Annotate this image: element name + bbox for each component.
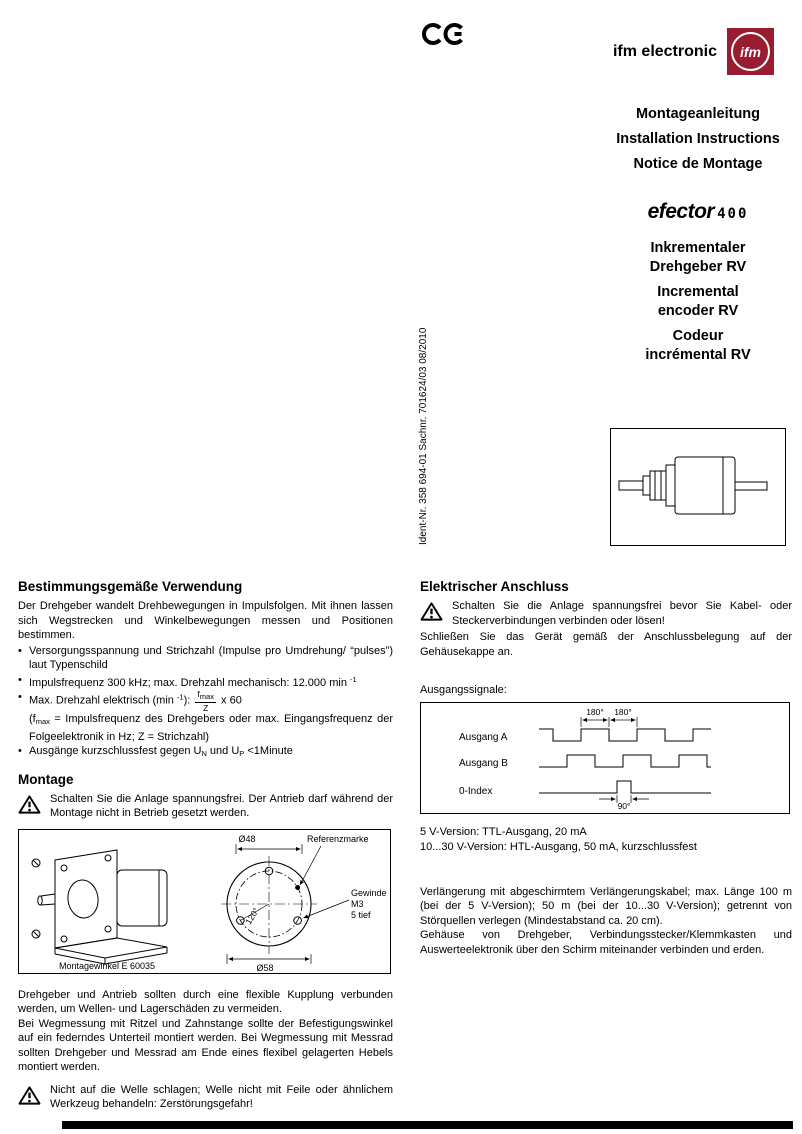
montage-warning-text: Schalten Sie die Anlage spannungsfrei. Der Antrieb darf während der Montage nicht in Betrieb gesetzt werden.	[50, 792, 393, 819]
right-column	[420, 579, 792, 957]
output-signals-label: Ausgangssignale:	[420, 684, 507, 696]
figure-label-dia58: Ø58	[256, 962, 274, 973]
diagram-label-180deg-1: 180°	[586, 706, 604, 717]
montage-warning	[18, 792, 393, 821]
figure-label-gewinde: Gewinde	[351, 887, 387, 898]
mounting-figure	[19, 830, 390, 973]
shaft-warning-text: Nicht auf die Welle schlagen; Welle nicht mit Feile oder ähnlichem Werkzeug behandeln: Zerstörungsgefahr!	[50, 1083, 393, 1110]
bullet-outputs-text2: und U	[209, 745, 240, 757]
bullet-outputs	[18, 744, 393, 762]
electrical-heading: Elektrischer Anschluss	[420, 579, 569, 594]
usage-bullets	[18, 644, 393, 762]
efector-logo	[622, 200, 774, 224]
ce-mark-icon	[422, 20, 466, 48]
fraction-num-base: f	[197, 689, 200, 699]
figure-label-dia48: Ø48	[238, 833, 256, 844]
superscript: -1	[176, 692, 184, 702]
subscript-p: P	[239, 749, 245, 758]
product-name-fr	[600, 327, 796, 365]
product-name-en-line2: encoder RV	[657, 303, 739, 319]
bullet-outputs-text1: Ausgänge kurzschlussfest gegen U	[29, 745, 202, 757]
fraction-denominator: Z	[203, 702, 209, 713]
bullet-supply-voltage	[18, 644, 393, 673]
diagram-label-90deg: 90°	[617, 800, 631, 811]
doc-title-fr: Notice de Montage	[633, 156, 763, 172]
diagram-label-output-b: Ausgang B	[459, 757, 508, 769]
warning-icon	[18, 1085, 41, 1106]
montage-heading: Montage	[18, 771, 74, 787]
fraction-numerator	[195, 690, 216, 703]
bullet-outputs-text3: <1Minute	[247, 745, 293, 757]
product-name-de	[600, 239, 796, 277]
usage-heading: Bestimmungsgemäße Verwendung	[18, 579, 243, 594]
document-titles	[600, 106, 796, 181]
timing-diagram-frame	[420, 702, 790, 814]
note-sub: max	[35, 717, 50, 726]
timing-diagram	[421, 703, 789, 813]
fraction	[195, 690, 216, 712]
subscript-n: N	[201, 749, 207, 758]
figure-label-5tief: 5 tief	[351, 909, 371, 920]
bottom-bar	[62, 1121, 793, 1129]
diagram-label-output-a: Ausgang A	[459, 731, 508, 743]
encoder-drawing	[611, 429, 785, 545]
left-column	[18, 579, 393, 1112]
usage-intro: Der Drehgeber wandelt Drehbewegungen in Impulsfolgen. Mit ihnen lassen sich Wegstrecken und Winkelbewegungen messen und Positionen bestimmen.	[18, 600, 393, 641]
product-name-en-line1: Incremental	[657, 284, 739, 300]
fraction-num-sub: max	[199, 692, 214, 701]
diagram-label-zero-index: 0-Index	[459, 785, 493, 797]
brand-name: ifm electronic	[612, 42, 717, 60]
grounding-paragraph: Gehäuse von Drehgeber, Verbindungsstecker/Klemmkasten und Auswerteelektronik über den Schirm miteinander verbinden und erden.	[420, 929, 792, 956]
product-name-fr-line1: Codeur	[672, 328, 724, 344]
product-name-de-line1: Inkrementaler	[650, 240, 746, 256]
figure-caption: Montagewinkel E 60035	[59, 960, 156, 971]
version-5v: 5 V-Version: TTL-Ausgang, 20 mA	[420, 825, 587, 838]
version-10-30v: 10...30 V-Version: HTL-Ausgang, 50 mA, kurzschlussfest	[420, 840, 697, 853]
efector-logo-text: efector	[647, 200, 715, 223]
bullet-pulse-frequency-text: Impulsfrequenz 300 kHz; max. Drehzahl mechanisch: 12.000 min	[29, 676, 347, 689]
product-name-fr-line2: incrémental RV	[645, 347, 751, 363]
bullet-pulse-frequency	[18, 673, 393, 691]
shaft-warning	[18, 1083, 393, 1112]
ifm-logo	[727, 28, 774, 75]
diagram-label-180deg-2: 180°	[614, 706, 632, 717]
extension-paragraph: Verlängerung mit abgeschirmtem Verlängerungskabel; max. Länge 100 m (bei der 5 V-Version); 50 m (bei der 10...30 V-Version); getrennt von Störquellen verlegen (Mindestabstand ca. 20 cm).	[420, 885, 792, 927]
figure-label-120deg: 120°	[243, 905, 262, 926]
connection-paragraph: Schließen Sie das Gerät gemäß der Anschlussbelegung auf der Gehäusekappe an.	[420, 631, 792, 658]
electrical-warning	[420, 599, 792, 628]
ident-number-vertical: Ident-Nr. 358 694-01 Sachnr. 701624/03 08/2010	[418, 327, 429, 545]
brand-header	[613, 28, 774, 75]
coupling-paragraph: Drehgeber und Antrieb sollten durch eine flexible Kupplung verbunden werden, um Wellen- und Lagerschäden zu vermeiden.	[18, 988, 393, 1015]
warning-icon	[18, 794, 41, 815]
mounting-figure-frame	[18, 829, 391, 974]
product-name-en	[600, 283, 796, 321]
bullet-max-speed-text1: Max. Drehzahl elektrisch (min	[29, 694, 174, 707]
figure-label-referenzmarke: Referenzmarke	[307, 833, 369, 844]
bullet-max-speed	[18, 690, 393, 744]
bullet-max-speed-text2: ):	[183, 694, 191, 707]
measurement-paragraph: Bei Wegmessung mit Ritzel und Zahnstange sollte der Befestigungswinkel auf ein federndes Unterteil montiert werden. Bei Wegmessung mit Messrad sollten Drehgeber und Messrad am Ende eines flexibel gelagerten Hebels montiert werden.	[18, 1017, 393, 1073]
note-text1: (f	[29, 713, 36, 725]
product-name-de-line2: Drehgeber RV	[649, 259, 747, 275]
warning-icon	[420, 601, 443, 622]
ifm-logo-text: ifm	[731, 32, 770, 71]
figure-label-m3: M3	[351, 898, 364, 909]
note-text2: = Impulsfrequenz des Drehgebers oder max. Eingangsfrequenz der Folgeelektronik in Hz; Z = Strichzahl)	[29, 713, 393, 743]
product-image-frame	[610, 428, 786, 546]
bullet-max-speed-note	[29, 712, 393, 744]
superscript: -1	[350, 674, 357, 684]
bullet-max-speed-text3: x 60	[221, 694, 242, 707]
doc-title-de: Montageanleitung	[635, 106, 761, 122]
product-names	[600, 239, 796, 371]
electrical-warning-text: Schalten Sie die Anlage spannungsfrei bevor Sie Kabel- oder Steckerverbindungen verbinden oder lösen!	[452, 600, 792, 627]
doc-title-en: Installation Instructions	[616, 131, 780, 147]
efector-logo-suffix: 400	[717, 206, 749, 222]
bullet-supply-voltage-text: Versorgungsspannung und Strichzahl (Impulse pro Umdrehung/ “pulses”) laut Typenschild	[29, 644, 393, 671]
